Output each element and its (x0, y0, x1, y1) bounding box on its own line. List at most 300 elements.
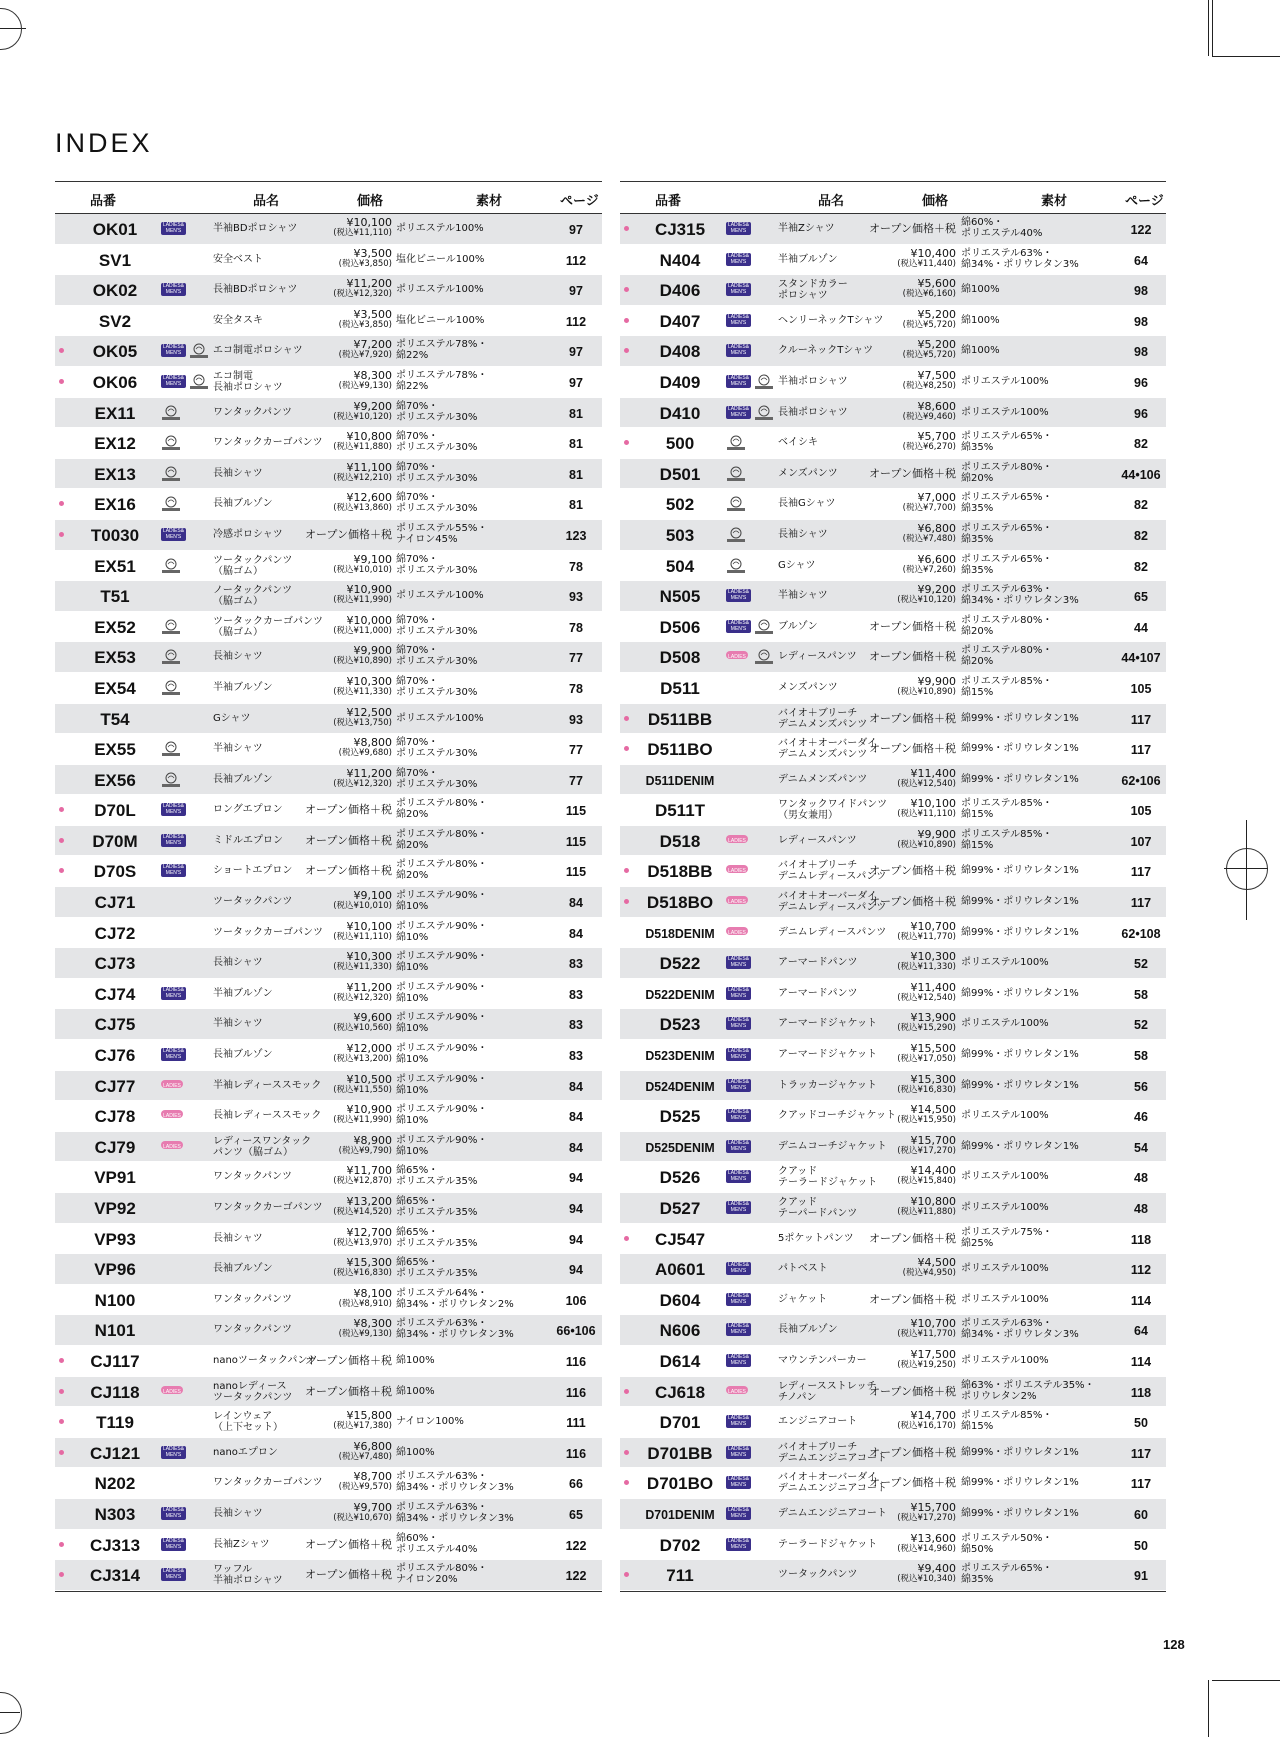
item-page: 117 (1130, 896, 1152, 911)
new-item-dot (624, 1572, 629, 1577)
price-with-tax: (税込¥16,830) (897, 1084, 956, 1095)
badge-text: MEN'S (730, 289, 747, 296)
badge-text: LADIES& (162, 344, 185, 351)
item-name (213, 651, 263, 662)
item-code: D407 (659, 311, 701, 331)
item-price (333, 1257, 392, 1279)
new-item-dot (624, 226, 629, 231)
badge-text: MEN'S (730, 992, 747, 999)
item-name (778, 738, 877, 760)
badge-text: MEN'S (165, 1512, 182, 1519)
item-code: CJ618 (654, 1382, 706, 1402)
ladies-mens-badge (726, 253, 751, 266)
price-amount: ¥10,800 (910, 1195, 956, 1208)
item-name-line: レインウェア (213, 1411, 273, 1423)
price-amount: ¥10,000 (346, 613, 392, 627)
badge-text: MEN'S (730, 1115, 747, 1122)
item-material (396, 713, 484, 724)
price-amount: ¥15,700 (910, 1500, 956, 1514)
badge-text: MEN'S (165, 1451, 182, 1458)
item-code: D518BB (647, 862, 713, 882)
ladies-mens-badge (161, 1568, 186, 1581)
ladies-mens-badge (726, 620, 751, 633)
material-line: 綿35% (961, 442, 994, 454)
item-name-line: 半袖シャツ (213, 743, 263, 755)
item-page: 83 (569, 1049, 583, 1064)
item-page: 84 (569, 896, 583, 911)
badge-text: LADIES& (162, 222, 185, 228)
price-amount: オープン価格＋税 (304, 1384, 392, 1398)
item-name (778, 1141, 887, 1152)
item-page: 84 (569, 926, 583, 941)
material-line: 綿99%・ポリウレタン1% (961, 1049, 1079, 1061)
item-material (396, 315, 484, 326)
item-name-line: 長袖シャツ (213, 467, 263, 479)
item-price (333, 645, 392, 667)
item-name-line: 安全ベスト (213, 253, 263, 265)
index-row (620, 306, 1166, 337)
material-line: 綿20% (961, 472, 994, 484)
item-name (213, 437, 323, 448)
ladies-mens-badge (726, 1476, 751, 1489)
ladies-mens-badge (726, 1109, 751, 1122)
item-name-line: 長袖ブルゾン (213, 1263, 273, 1275)
index-row (620, 1560, 1166, 1591)
badge-text: LADIES& (727, 344, 750, 351)
index-row (55, 520, 602, 551)
item-code: CJ547 (654, 1229, 706, 1249)
item-code: D511DENIM (645, 772, 715, 788)
price-amount: ¥10,100 (346, 919, 392, 933)
material-line: 綿70%・ (396, 767, 439, 779)
badge-text: LADIES& (727, 313, 750, 320)
item-page: 54 (1134, 1140, 1148, 1155)
item-name-line: デニムエンジニアコート (778, 1507, 887, 1519)
item-page: 112 (565, 253, 587, 268)
item-price (333, 1227, 392, 1249)
header-page: ページ (1125, 193, 1164, 208)
index-row (620, 1346, 1166, 1377)
badge-text: MEN'S (730, 228, 747, 234)
material-line: ポリエステル40% (961, 228, 1043, 239)
new-item-dot (59, 1419, 64, 1424)
price-with-tax: (税込¥11,110) (897, 809, 956, 820)
item-page: 115 (565, 834, 587, 849)
ladies-mens-badge (161, 1048, 186, 1061)
item-price (339, 370, 392, 392)
price-amount: ¥10,300 (910, 950, 956, 964)
item-price (333, 584, 392, 606)
item-code: CJ77 (94, 1076, 136, 1096)
ladies-mens-badge (726, 222, 751, 235)
badge-text: LADIES& (727, 252, 750, 259)
item-code: D511BO (647, 740, 713, 760)
badge-text: LADIES& (162, 1506, 185, 1513)
index-row (620, 428, 1166, 459)
badge-text: LADIES& (727, 986, 750, 993)
item-code: 503 (665, 525, 695, 545)
new-item-dot (624, 716, 629, 721)
item-name-line: ブルゾン (778, 620, 818, 632)
item-name-line: デニムエンジニアコート (778, 1483, 887, 1495)
index-row (620, 520, 1166, 551)
material-line: 綿70%・ (396, 675, 439, 687)
ladies-mens-badge (726, 1446, 751, 1459)
price-with-tax: (税込¥12,540) (897, 992, 956, 1003)
item-page: 94 (569, 1263, 583, 1278)
eco-mark-icon (161, 435, 181, 451)
item-price (869, 223, 956, 234)
material-line: 綿70%・ (396, 553, 439, 565)
item-page: 46 (1134, 1110, 1148, 1125)
badge-text: MEN'S (730, 962, 747, 969)
item-material (961, 1477, 1079, 1488)
item-name-line: nanoツータックパンツ (213, 1354, 318, 1366)
item-material (961, 554, 1052, 576)
item-price (305, 1386, 392, 1397)
ladies-mens-badge (161, 283, 186, 296)
material-line: ポリエステル63%・ (396, 1471, 488, 1483)
header-page: ページ (560, 193, 599, 208)
price-with-tax: (税込¥14,520) (333, 1207, 392, 1217)
price-with-tax: (税込¥6,270) (902, 442, 956, 453)
material-line: 綿60%・ (961, 217, 1004, 228)
item-material (961, 1141, 1079, 1152)
item-name-line: アーマードジャケット (778, 1049, 877, 1061)
material-line: ポリエステル100% (396, 590, 484, 602)
item-page: 117 (1130, 712, 1152, 727)
price-with-tax: (税込¥13,970) (333, 1237, 392, 1248)
item-code: EX54 (94, 678, 136, 698)
item-name (213, 1411, 283, 1433)
material-line: 綿35% (961, 503, 994, 515)
price-with-tax: (税込¥10,890) (897, 686, 956, 697)
price-with-tax: (税込¥10,560) (333, 1023, 392, 1034)
price-amount: ¥10,700 (910, 919, 956, 933)
item-name (213, 1136, 311, 1158)
item-name-line: バイオ＋ブリーチ (778, 1441, 858, 1453)
badge-text: MEN'S (730, 258, 747, 265)
index-row (55, 1162, 602, 1193)
item-code: D511 (660, 678, 700, 698)
item-name (778, 927, 886, 938)
item-name (778, 1381, 877, 1403)
material-line: ポリエステル100% (961, 375, 1049, 387)
index-row (55, 1193, 602, 1224)
item-name-line: アーマードパンツ (778, 987, 858, 999)
index-row (620, 489, 1166, 520)
item-material (396, 829, 487, 851)
item-name (213, 284, 297, 295)
item-material (396, 462, 477, 484)
index-row (620, 612, 1166, 643)
item-price (869, 865, 956, 876)
new-item-dot (59, 868, 64, 873)
item-name-line: ワンタックワイドパンツ (778, 799, 888, 811)
badge-text: LADIES& (727, 1201, 750, 1207)
material-line: ポリエステル90%・ (396, 1012, 488, 1024)
item-name-line: ツータックカーゴパンツ (213, 615, 323, 627)
item-page: 62•108 (1121, 926, 1161, 941)
item-name-line: デニムメンズパンツ (778, 749, 868, 761)
price-amount: ¥11,200 (346, 277, 392, 291)
header-name: 品名 (818, 193, 845, 208)
badge-text: LADIES& (727, 283, 750, 290)
ladies-mens-badge (726, 1170, 751, 1183)
badge-text: LADIES& (727, 1262, 750, 1269)
price-amount: オープン価格＋税 (868, 1476, 956, 1490)
material-line: 綿20% (396, 839, 429, 851)
item-name (778, 1508, 887, 1519)
item-page: 117 (1130, 743, 1152, 758)
index-row (620, 642, 1166, 673)
item-page: 78 (569, 559, 583, 574)
header-price: 価格 (357, 193, 384, 208)
item-name-line: クルーネックTシャツ (778, 345, 874, 357)
item-price (305, 1355, 392, 1366)
ladies-mens-badge (726, 987, 751, 1000)
item-code: EX16 (94, 495, 136, 515)
item-code: D701BB (647, 1443, 713, 1463)
material-line: ポリエステル100% (961, 957, 1049, 969)
price-amount: ¥6,600 (917, 552, 956, 566)
index-row (620, 856, 1166, 887)
item-page: 105 (1130, 804, 1152, 819)
material-line: 綿34%・ポリウレタン3% (961, 595, 1079, 607)
item-code: D511T (654, 801, 706, 821)
material-line: ポリエステル90%・ (396, 890, 488, 902)
index-row (620, 1162, 1166, 1193)
material-line: ポリエステル100% (961, 1293, 1049, 1305)
price-with-tax: (税込¥12,320) (333, 778, 392, 789)
item-name-line: クアッドコーチジャケット (778, 1110, 896, 1122)
ladies-mens-badge (726, 1354, 751, 1367)
material-line: 綿99%・ポリウレタン1% (961, 926, 1079, 938)
badge-text: MEN'S (730, 1512, 747, 1519)
item-name-line: 長袖シャツ (213, 1232, 263, 1244)
index-row (55, 1315, 602, 1346)
item-material (396, 590, 484, 601)
badge-text: MEN'S (165, 228, 182, 234)
index-row (620, 673, 1166, 704)
eco-mark-icon (726, 496, 746, 512)
item-material (396, 615, 477, 637)
index-row (620, 398, 1166, 429)
item-code: N404 (659, 250, 701, 270)
item-name (778, 437, 818, 448)
material-line: 綿35% (961, 533, 994, 545)
price-amount: オープン価格＋税 (304, 527, 392, 541)
item-price (869, 1233, 956, 1244)
item-name (778, 1233, 854, 1244)
item-material (961, 743, 1079, 754)
crop-mark (1208, 0, 1209, 56)
item-name-line: メンズパンツ (778, 681, 838, 693)
item-name (213, 1049, 273, 1060)
price-with-tax: (税込¥6,160) (902, 289, 956, 300)
price-amount: オープン価格＋税 (868, 711, 956, 725)
item-name-line: ワンタックカーゴパンツ (213, 1202, 323, 1213)
item-material (396, 1288, 514, 1310)
index-row (55, 734, 602, 765)
item-page: 115 (565, 804, 587, 819)
item-material (961, 988, 1079, 999)
new-item-dot (59, 1389, 64, 1394)
price-with-tax: (税込¥10,010) (333, 564, 392, 575)
price-amount: ¥11,400 (910, 766, 956, 780)
table-header (55, 181, 602, 214)
price-amount: オープン価格＋税 (868, 1384, 956, 1398)
item-page: 66•106 (556, 1324, 596, 1339)
item-price (305, 1539, 392, 1550)
item-price (869, 743, 956, 754)
price-amount: ¥8,900 (353, 1133, 392, 1147)
badge-text: LADIES& (162, 527, 185, 534)
item-page: 93 (569, 712, 583, 727)
badge-text: MEN'S (165, 839, 182, 846)
badge-text: LADIES& (162, 1537, 185, 1544)
item-page: 66 (569, 1477, 583, 1492)
price-amount: ¥10,100 (346, 216, 392, 229)
index-row (620, 1438, 1166, 1469)
price-amount: ¥14,400 (910, 1164, 956, 1178)
price-amount: オープン価格＋税 (868, 222, 956, 235)
item-price (903, 523, 956, 545)
item-page: 97 (569, 345, 583, 360)
item-code: CJ118 (90, 1382, 140, 1402)
item-name-line: 半袖ポロシャツ (778, 375, 848, 387)
price-with-tax: (税込¥19,250) (897, 1359, 956, 1370)
price-with-tax: (税込¥12,540) (897, 778, 956, 789)
ladies-badge: LADIES (726, 1386, 748, 1394)
item-name (778, 498, 836, 509)
badge-text: LADIES& (727, 1109, 750, 1116)
item-name (778, 799, 887, 821)
item-page: 78 (569, 681, 583, 696)
item-material (961, 1110, 1049, 1121)
badge-text: LADIES& (162, 1568, 185, 1575)
ladies-mens-badge (161, 375, 186, 388)
material-line: ポリエステル65%・ (961, 492, 1053, 504)
badge-text: MEN'S (165, 809, 182, 816)
material-line: 綿100% (961, 284, 1000, 296)
item-name (778, 988, 858, 999)
index-row (55, 1530, 602, 1561)
item-code: N202 (94, 1474, 136, 1494)
item-code: D527 (659, 1199, 701, 1218)
item-name (778, 1416, 857, 1427)
price-amount: ¥8,600 (917, 399, 956, 413)
new-item-dot (624, 348, 629, 353)
badge-text: LADIES& (727, 1415, 750, 1422)
item-page: 77 (569, 651, 583, 666)
item-material (396, 951, 487, 973)
item-name (213, 1324, 292, 1335)
index-row (55, 948, 602, 979)
item-price (333, 1104, 392, 1126)
item-page: 114 (1130, 1293, 1152, 1308)
item-material (396, 1502, 514, 1524)
item-name (778, 1263, 828, 1274)
item-material (396, 1386, 435, 1397)
item-material (396, 1012, 487, 1034)
item-price (897, 1104, 956, 1126)
material-line: 綿100% (961, 345, 1000, 357)
item-name (778, 651, 857, 662)
item-code: CJ71 (94, 893, 136, 913)
material-line: ポリエステル80%・ (961, 645, 1053, 657)
item-name-line: アーマードジャケット (778, 1018, 877, 1030)
badge-text: MEN'S (165, 1543, 182, 1550)
item-code: SV2 (98, 311, 132, 331)
item-page: 96 (1134, 406, 1148, 421)
item-name-line: デニムレディースパンツ (778, 902, 887, 914)
item-name-line: nanoエプロン (213, 1446, 278, 1458)
badge-text: LADIES& (162, 1048, 185, 1055)
material-line: ポリエステル55%・ (396, 522, 488, 534)
material-line: 綿70%・ (396, 614, 439, 626)
item-price (333, 951, 392, 973)
item-material (396, 1257, 477, 1279)
item-name-line: 半袖レディーススモック (213, 1079, 322, 1091)
material-line: 綿10% (396, 1145, 429, 1157)
item-material (396, 1471, 514, 1493)
material-line: ポリエステル30% (396, 625, 478, 637)
item-page: 91 (1134, 1569, 1148, 1584)
item-name (778, 774, 867, 785)
item-price (903, 431, 956, 453)
item-name-line: 長袖BDポロシャツ (213, 284, 298, 296)
price-amount: オープン価格＋税 (868, 864, 956, 878)
material-line: ポリエステル65%・ (961, 553, 1053, 565)
index-row (620, 1193, 1166, 1224)
material-line: ポリエステル30% (396, 564, 478, 576)
price-amount: ¥11,200 (346, 766, 392, 780)
item-price (339, 1135, 392, 1157)
item-name-line: デニムコーチジャケット (778, 1140, 887, 1152)
item-material (961, 1318, 1079, 1340)
price-with-tax: (税込¥11,990) (333, 1115, 392, 1126)
price-amount: ¥5,700 (917, 430, 956, 444)
item-price (333, 462, 392, 484)
header-material: 素材 (1041, 193, 1068, 208)
price-amount: ¥10,800 (346, 430, 392, 444)
price-with-tax: (税込¥12,210) (333, 472, 392, 483)
item-code: D702 (659, 1535, 701, 1555)
index-row (55, 1468, 602, 1499)
price-amount: ¥3,500 (353, 246, 392, 260)
price-with-tax: (税込¥11,330) (333, 686, 392, 697)
item-code: CJ315 (654, 220, 706, 239)
item-name-line: 長袖ブルゾン (213, 1049, 273, 1061)
ladies-mens-badge (726, 375, 751, 388)
item-page: 82 (1134, 528, 1148, 543)
index-row (55, 612, 602, 643)
item-page: 116 (565, 1385, 587, 1400)
eco-mark-icon (161, 405, 181, 421)
item-page: 117 (1130, 1446, 1152, 1461)
ladies-mens-badge (161, 834, 186, 847)
material-line: ポリエステル80%・ (961, 614, 1053, 626)
index-row (620, 275, 1166, 306)
badge-text: MEN'S (165, 992, 182, 999)
crop-mark (1212, 0, 1213, 56)
item-name-line: 長袖Gシャツ (778, 498, 836, 510)
price-with-tax: (税込¥11,110) (333, 931, 392, 942)
item-code: VP91 (94, 1168, 136, 1188)
item-code: D525 (659, 1107, 701, 1127)
item-name-line: マウンテンパーカー (778, 1354, 867, 1366)
